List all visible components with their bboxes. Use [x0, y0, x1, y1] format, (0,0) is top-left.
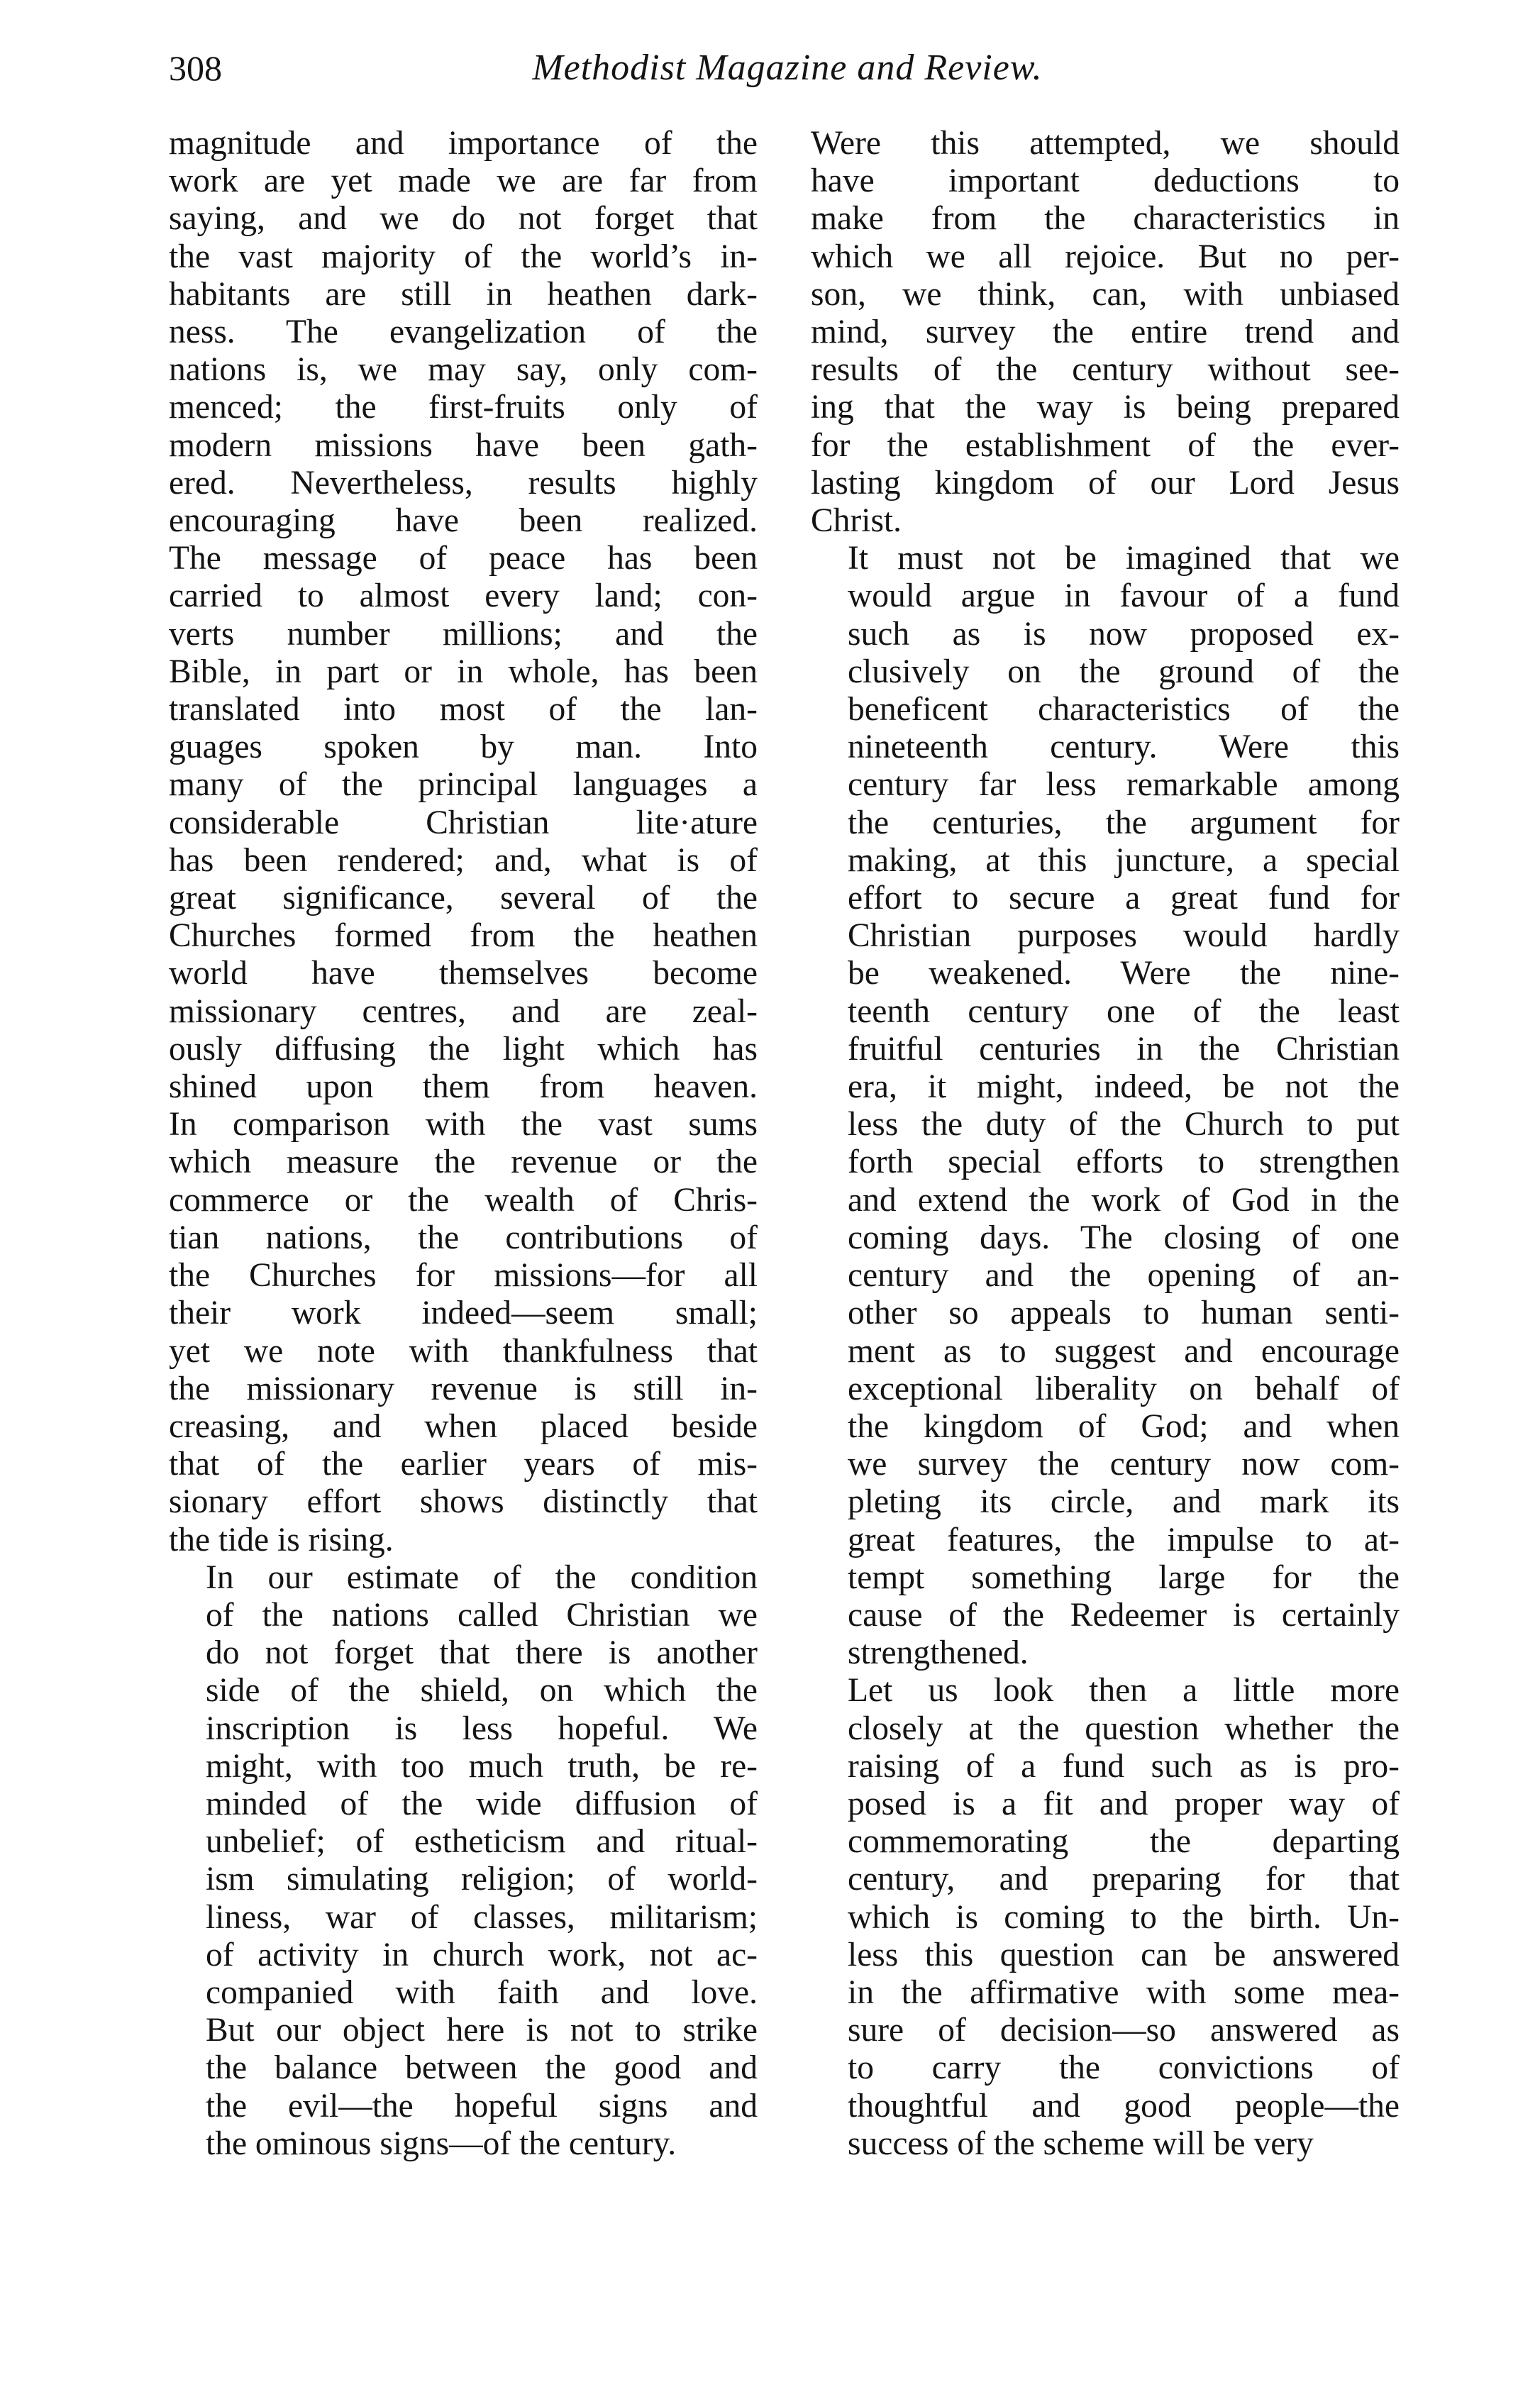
- text-line: fruitful centuries in the Christian: [848, 1030, 1400, 1068]
- text-line: sionary effort shows distinctly that: [169, 1483, 758, 1521]
- text-line: shined upon them from heaven.: [169, 1068, 758, 1106]
- text-line: have important deductions to: [811, 162, 1400, 200]
- text-line: great significance, several of the: [169, 880, 758, 917]
- text-line: of activity in church work, not ac-: [206, 1936, 758, 1973]
- text-line: nineteenth century. Were this: [848, 729, 1400, 766]
- paragraph: [811, 125, 1400, 540]
- text-line: making, at this juncture, a special: [848, 841, 1400, 879]
- text-line: great features, the impulse to at-: [848, 1521, 1400, 1558]
- text-line: many of the principal languages a: [169, 766, 758, 804]
- text-line: The message of peace has been: [169, 540, 758, 577]
- text-line: cause of the Redeemer is certainly: [848, 1596, 1400, 1634]
- page-number: 308: [169, 48, 222, 88]
- text-line: liness, war of classes, militarism;: [206, 1898, 758, 1936]
- paragraph: [169, 125, 758, 1559]
- text-line: Churches formed from the heathen: [169, 917, 758, 955]
- text-line: Were this attempted, we should: [811, 125, 1400, 162]
- text-line: clusively on the ground of the: [848, 653, 1400, 690]
- text-line: habitants are still in heathen dark-: [169, 275, 758, 313]
- text-line: the Churches for missions—for all: [169, 1257, 758, 1295]
- text-line: Bible, in part or in whole, has been: [169, 653, 758, 690]
- text-line: the vast majority of the world’s in-: [169, 238, 758, 275]
- text-line: raising of a fund such as is pro-: [848, 1747, 1400, 1785]
- text-line: which measure the revenue or the: [169, 1143, 758, 1181]
- text-line: nations is, we may say, only com-: [169, 351, 758, 389]
- text-line: and extend the work of God in the: [848, 1181, 1400, 1219]
- text-line: companied with faith and love.: [206, 1973, 758, 2011]
- text-line: to carry the convictions of: [848, 2049, 1400, 2087]
- text-line: mind, survey the entire trend and: [811, 314, 1400, 351]
- text-line: the ominous signs—of the century.: [206, 2125, 677, 2162]
- text-line: Let us look then a little more: [848, 1672, 1400, 1710]
- text-line: encouraging have been realized.: [169, 502, 758, 540]
- text-line: saying, and we do not forget that: [169, 200, 758, 238]
- paragraph: [811, 540, 1400, 1672]
- text-line: such as is now proposed ex-: [848, 615, 1400, 653]
- text-line: forth special efforts to strengthen: [848, 1143, 1400, 1181]
- text-line: posed is a fit and proper way of: [848, 1785, 1400, 1822]
- text-line: tian nations, the contributions of: [169, 1219, 758, 1256]
- text-line: menced; the first-fruits only of: [169, 389, 758, 426]
- text-line: ness. The evangelization of the: [169, 314, 758, 351]
- text-line: considerable Christian lite·ature: [169, 804, 758, 841]
- text-line: in the affirmative with some mea-: [848, 1973, 1400, 2011]
- text-line: world have themselves become: [169, 955, 758, 992]
- text-line: commerce or the wealth of Chris-: [169, 1181, 758, 1219]
- text-line: era, it might, indeed, be not the: [848, 1068, 1400, 1106]
- text-line: It must not be imagined that we: [848, 540, 1400, 577]
- text-line: unbelief; of estheticism and ritual-: [206, 1823, 758, 1861]
- text-line: which is coming to the birth. Un-: [848, 1898, 1400, 1936]
- text-line: son, we think, can, with unbiased: [811, 275, 1400, 313]
- text-line: closely at the question whether the: [848, 1710, 1400, 1747]
- text-line: creasing, and when placed beside: [169, 1407, 758, 1445]
- text-line: the balance between the good and: [206, 2049, 758, 2087]
- text-line: the centuries, the argument for: [848, 804, 1400, 841]
- text-line: minded of the wide diffusion of: [206, 1785, 758, 1822]
- text-line: that of the earlier years of mis-: [169, 1446, 758, 1483]
- text-line: century and the opening of an-: [848, 1257, 1400, 1295]
- text-line: inscription is less hopeful. We: [206, 1710, 758, 1747]
- text-line: teenth century one of the least: [848, 992, 1400, 1030]
- text-line: tempt something large for the: [848, 1558, 1400, 1596]
- text-line: translated into most of the lan-: [169, 691, 758, 729]
- text-line: work are yet made we are far from: [169, 162, 758, 200]
- running-header: [163, 40, 1412, 96]
- text-line: missionary centres, and are zeal-: [169, 992, 758, 1030]
- text-line: yet we note with thankfulness that: [169, 1332, 758, 1370]
- text-line: carried to almost every land; con-: [169, 577, 758, 615]
- text-line: ing that the way is being prepared: [811, 389, 1400, 426]
- text-line: But our object here is not to strike: [206, 2012, 758, 2049]
- running-title: Methodist Magazine and Review.: [532, 48, 1043, 88]
- text-line: pleting its circle, and mark its: [848, 1483, 1400, 1521]
- text-line: the missionary revenue is still in-: [169, 1370, 758, 1407]
- text-line: strengthened.: [848, 1634, 1029, 1672]
- text-line: coming days. The closing of one: [848, 1219, 1400, 1256]
- text-line: do not forget that there is another: [206, 1634, 758, 1672]
- text-line: effort to secure a great fund for: [848, 880, 1400, 917]
- right-column: [811, 125, 1400, 2163]
- text-line: ered. Nevertheless, results highly: [169, 464, 758, 502]
- text-line: verts number millions; and the: [169, 615, 758, 653]
- text-line: lasting kingdom of our Lord Jesus: [811, 464, 1400, 502]
- text-line: guages spoken by man. Into: [169, 729, 758, 766]
- text-line: exceptional liberality on behalf of: [848, 1370, 1400, 1407]
- text-line: sure of decision—so answered as: [848, 2012, 1400, 2049]
- text-line: for the establishment of the ever-: [811, 426, 1400, 464]
- text-line: ism simulating religion; of world-: [206, 1861, 758, 1898]
- text-line: ment as to suggest and encourage: [848, 1332, 1400, 1370]
- text-line: In comparison with the vast sums: [169, 1106, 758, 1143]
- text-line: less the duty of the Church to put: [848, 1106, 1400, 1143]
- text-line: be weakened. Were the nine-: [848, 955, 1400, 992]
- text-line: results of the century without see-: [811, 351, 1400, 389]
- text-line: century far less remarkable among: [848, 766, 1400, 804]
- paragraph: [811, 1672, 1400, 2163]
- text-line: commemorating the departing: [848, 1823, 1400, 1861]
- text-line: has been rendered; and, what is of: [169, 841, 758, 879]
- text-line: their work indeed—seem small;: [169, 1295, 758, 1332]
- text-line: other so appeals to human senti-: [848, 1295, 1400, 1332]
- text-line: beneficent characteristics of the: [848, 691, 1400, 729]
- text-line: make from the characteristics in: [811, 200, 1400, 238]
- text-line: might, with too much truth, be re-: [206, 1747, 758, 1785]
- text-line: would argue in favour of a fund: [848, 577, 1400, 615]
- paragraph: [169, 1559, 758, 2163]
- text-line: ously diffusing the light which has: [169, 1030, 758, 1068]
- text-line: Christian purposes would hardly: [848, 917, 1400, 955]
- text-line: success of the scheme will be very: [848, 2125, 1314, 2162]
- left-column: [169, 125, 758, 2163]
- text-line: century, and preparing for that: [848, 1861, 1400, 1898]
- text-line: modern missions have been gath-: [169, 426, 758, 464]
- text-line: which we all rejoice. But no per-: [811, 238, 1400, 275]
- text-line: the tide is rising.: [169, 1521, 394, 1558]
- text-line: side of the shield, on which the: [206, 1672, 758, 1710]
- text-line: In our estimate of the condition: [206, 1558, 758, 1596]
- text-line: Christ.: [811, 502, 902, 540]
- text-line: of the nations called Christian we: [206, 1596, 758, 1634]
- text-line: magnitude and importance of the: [169, 125, 758, 162]
- text-line: we survey the century now com-: [848, 1446, 1400, 1483]
- text-line: thoughtful and good people—the: [848, 2087, 1400, 2125]
- text-line: less this question can be answered: [848, 1936, 1400, 1973]
- text-line: the evil—the hopeful signs and: [206, 2087, 758, 2125]
- text-line: the kingdom of God; and when: [848, 1407, 1400, 1445]
